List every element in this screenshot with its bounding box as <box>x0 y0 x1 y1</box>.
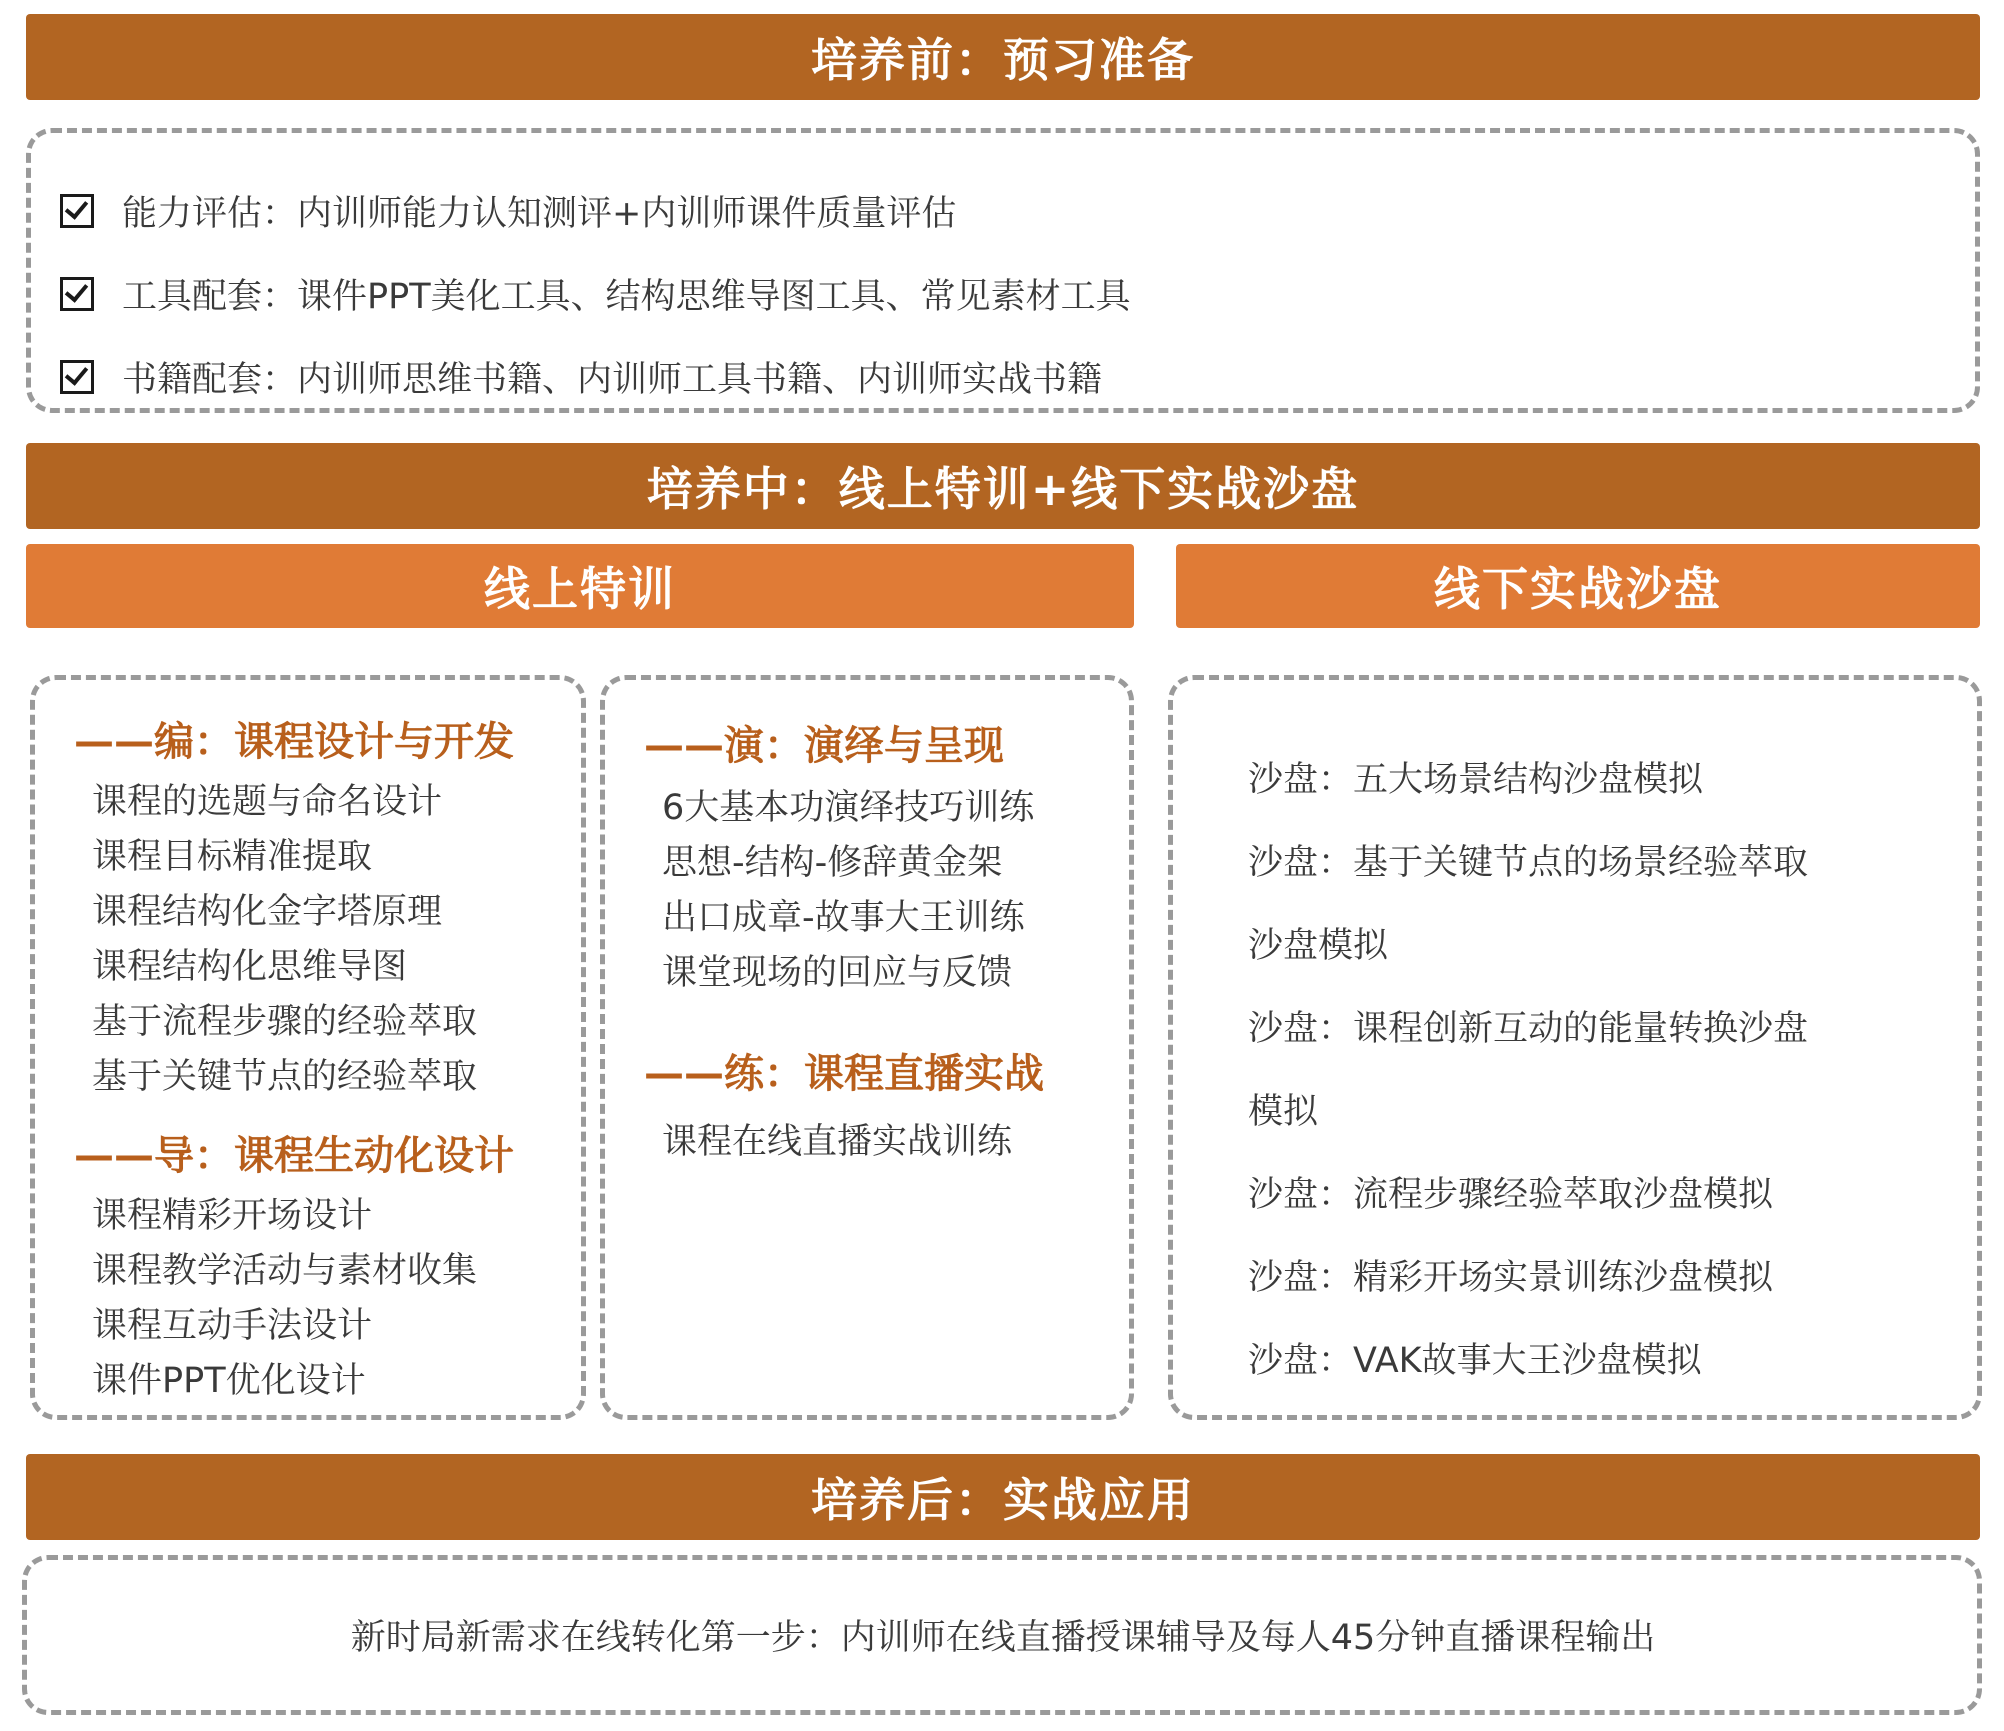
before-item-text: 书籍配套：内训师思维书籍、内训师工具书籍、内训师实战书籍 <box>122 360 1103 400</box>
checkbox-icon <box>60 194 94 228</box>
sandbox-line: 沙盘：五大场景结构沙盘模拟 <box>1248 760 1704 800</box>
list-item: 课程互动手法设计 <box>92 1306 373 1346</box>
sandbox-line: 模拟 <box>1248 1092 1319 1132</box>
list-item: 基于关键节点的经验萃取 <box>92 1057 478 1097</box>
sandbox-line: 沙盘模拟 <box>1248 926 1389 966</box>
list-item: 课件PPT优化设计 <box>92 1361 366 1401</box>
online-title: 线上特训 <box>484 562 676 616</box>
sandbox-line: 沙盘：课程创新互动的能量转换沙盘 <box>1248 1009 1809 1049</box>
before-title: 培养前：预习准备 <box>811 33 1195 87</box>
section-title-bian: ——编：课程设计与开发 <box>74 719 514 765</box>
online-header <box>26 544 1134 628</box>
offline-title: 线下实战沙盘 <box>1434 562 1722 616</box>
sandbox-line: 沙盘：流程步骤经验萃取沙盘模拟 <box>1248 1175 1774 1215</box>
after-text: 新时局新需求在线转化第一步：内训师在线直播授课辅导及每人45分钟直播课程输出 <box>350 1618 1656 1658</box>
list-item: 课堂现场的回应与反馈 <box>662 953 1013 993</box>
during-header <box>26 443 1980 529</box>
list-item: 课程的选题与命名设计 <box>92 782 443 822</box>
section-title-yan: ——演：演绎与呈现 <box>644 723 1004 769</box>
list-item: 6大基本功演绎技巧训练 <box>662 788 1035 828</box>
after-title: 培养后：实战应用 <box>811 1473 1195 1527</box>
list-item: 思想-结构-修辞黄金架 <box>662 843 1003 883</box>
sandbox-line: 沙盘：精彩开场实景训练沙盘模拟 <box>1248 1258 1774 1298</box>
list-item: 课程在线直播实战训练 <box>662 1122 1013 1162</box>
before-item-2 <box>60 269 1131 319</box>
list-item: 基于流程步骤的经验萃取 <box>92 1002 478 1042</box>
list-item: 出口成章-故事大王训练 <box>662 898 1025 938</box>
list-item: 课程结构化思维导图 <box>92 947 408 987</box>
before-item-text: 能力评估：内训师能力认知测评+内训师课件质量评估 <box>122 194 957 234</box>
checkbox-icon <box>60 360 94 394</box>
section-title-dao: ——导：课程生动化设计 <box>74 1133 514 1179</box>
sandbox-line: 沙盘：基于关键节点的场景经验萃取 <box>1248 843 1809 883</box>
before-header <box>26 14 1980 100</box>
list-item: 课程目标精准提取 <box>92 837 373 877</box>
sandbox-line: 沙盘：VAK故事大王沙盘模拟 <box>1248 1341 1702 1381</box>
after-header <box>26 1454 1980 1540</box>
before-item-text: 工具配套：课件PPT美化工具、结构思维导图工具、常见素材工具 <box>122 277 1131 317</box>
checkbox-icon <box>60 277 94 311</box>
list-item: 课程精彩开场设计 <box>92 1196 373 1236</box>
list-item: 课程教学活动与素材收集 <box>92 1251 478 1291</box>
during-title: 培养中：线上特训+线下实战沙盘 <box>646 462 1360 516</box>
section-title-lian: ——练：课程直播实战 <box>644 1051 1044 1097</box>
before-item-3 <box>60 352 1102 402</box>
before-item-1 <box>60 186 956 236</box>
list-item: 课程结构化金字塔原理 <box>92 892 443 932</box>
offline-header <box>1176 544 1980 628</box>
